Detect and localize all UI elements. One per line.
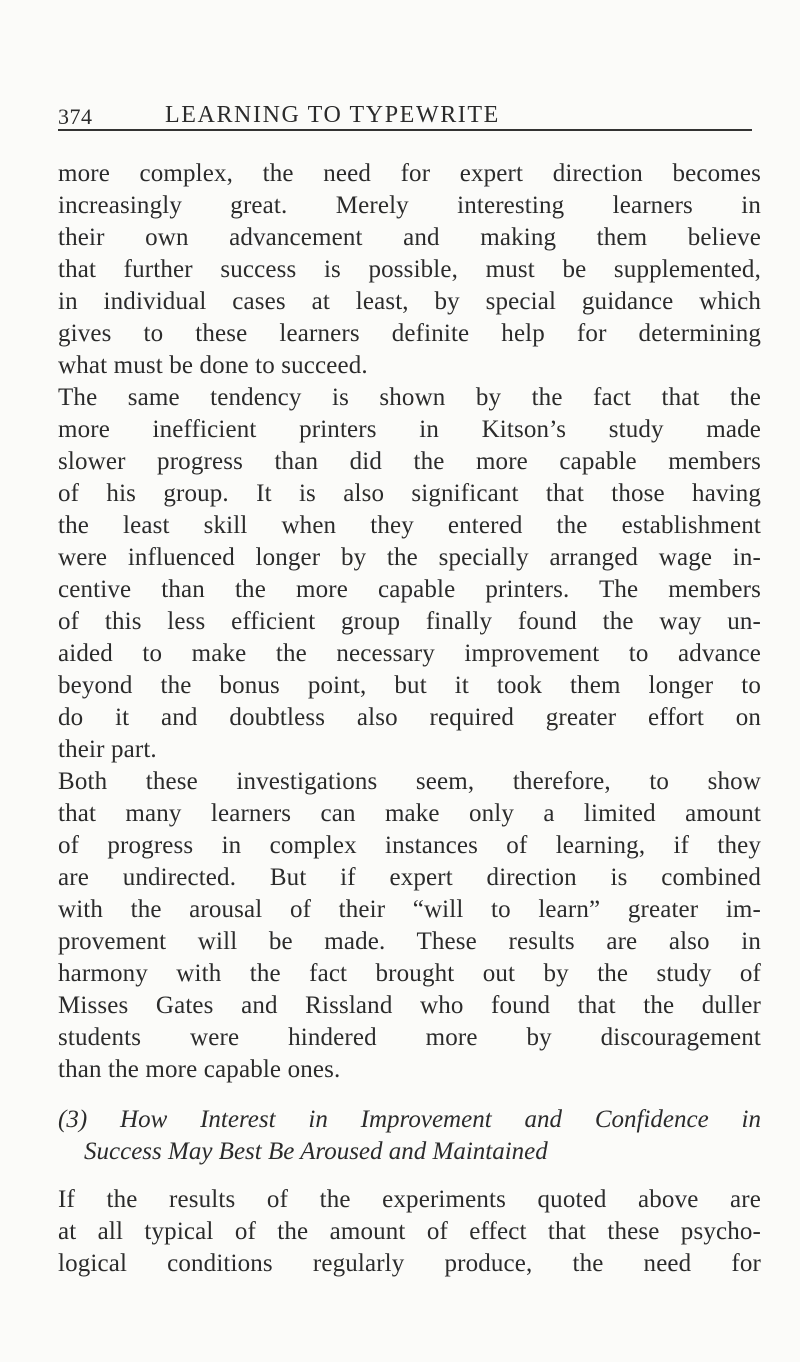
body-line: The same tendency is shown by the fact that the bbox=[58, 384, 761, 411]
body-line: that further success is possible, must be supplemented, bbox=[58, 256, 761, 283]
body-line: than the more capable ones. bbox=[58, 1056, 341, 1083]
section-heading-line-1 bbox=[58, 1106, 761, 1134]
body-line: Misses Gates and Rissland who found that the duller bbox=[58, 992, 761, 1019]
section-line: logical conditions regularly produce, the need for bbox=[58, 1250, 761, 1277]
body-line: in individual cases at least, by special guidance which bbox=[58, 288, 761, 315]
running-head-title: LEARNING TO TYPEWRITE bbox=[165, 102, 500, 128]
body-line: increasingly great. Merely interesting learners in bbox=[58, 192, 761, 219]
body-line: what must be done to succeed. bbox=[58, 352, 368, 379]
body-line: that many learners can make only a limited amount bbox=[58, 800, 761, 827]
body-line: harmony with the fact brought out by the study of bbox=[58, 960, 761, 987]
header-rule bbox=[58, 129, 752, 131]
section-line: If the results of the experiments quoted above are bbox=[58, 1186, 761, 1213]
body-line: more complex, the need for expert direction becomes bbox=[58, 160, 761, 187]
section-heading-line-2: Success May Best Be Aroused and Maintained bbox=[84, 1138, 548, 1165]
section-line: at all typical of the amount of effect that these psycho- bbox=[58, 1218, 761, 1245]
body-line: are undirected. But if expert direction is combined bbox=[58, 864, 761, 891]
body-line: Both these investigations seem, therefore, to show bbox=[58, 768, 761, 795]
body-line: more inefficient printers in Kitson’s study made bbox=[58, 416, 761, 443]
body-line: the least skill when they entered the establishment bbox=[58, 512, 761, 539]
body-line: were influenced longer by the specially arranged wage in- bbox=[58, 544, 761, 571]
body-line: students were hindered more by discouragement bbox=[58, 1024, 761, 1051]
section-heading-text-1: How Interest in Improvement and Confidence in bbox=[120, 1106, 762, 1133]
body-line: with the arousal of their “will to learn” greater im- bbox=[58, 896, 761, 923]
body-line: beyond the bonus point, but it took them longer to bbox=[58, 672, 761, 699]
body-line: gives to these learners definite help for determining bbox=[58, 320, 761, 347]
body-line: do it and doubtless also required greater effort on bbox=[58, 704, 761, 731]
body-line: of this less efficient group finally found the way un- bbox=[58, 608, 761, 635]
page-number: 374 bbox=[58, 104, 93, 129]
body-line: their part. bbox=[58, 736, 157, 763]
section-number: (3) bbox=[58, 1106, 88, 1133]
body-line: provement will be made. These results are also in bbox=[58, 928, 761, 955]
body-line: slower progress than did the more capable members bbox=[58, 448, 761, 475]
body-line: aided to make the necessary improvement to advance bbox=[58, 640, 761, 667]
running-head bbox=[58, 98, 760, 130]
body-line: of progress in complex instances of learning, if they bbox=[58, 832, 761, 859]
body-line: of his group. It is also significant that those having bbox=[58, 480, 761, 507]
body-line: their own advancement and making them believe bbox=[58, 224, 761, 251]
body-line: centive than the more capable printers. The members bbox=[58, 576, 761, 603]
